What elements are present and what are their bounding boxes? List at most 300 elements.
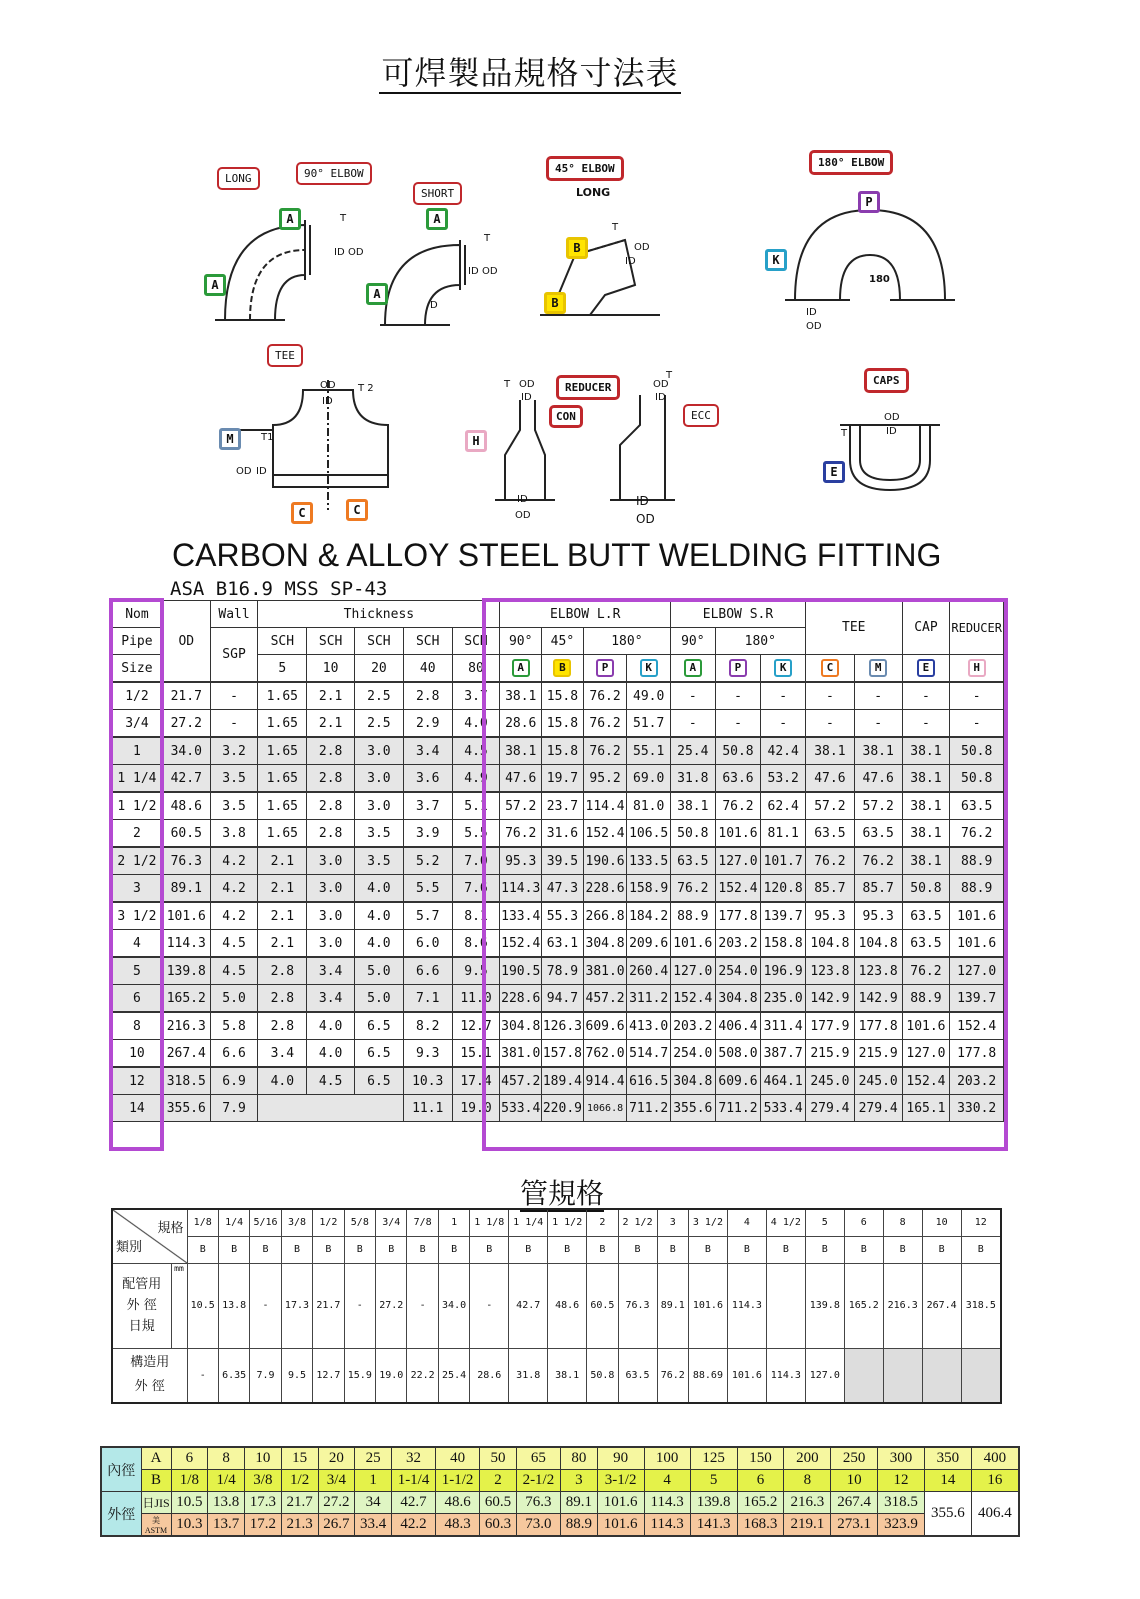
fitting-cell: 311.4 <box>761 1012 806 1040</box>
pipe-structural-od-cell <box>922 1348 961 1403</box>
fitting-cell: 81.1 <box>761 820 806 848</box>
fitting-cell: 63.5 <box>950 792 1004 820</box>
pipe-structural-od-cell: 7.9 <box>250 1348 281 1403</box>
fitting-cell: 2.8 <box>307 765 355 793</box>
tag-e-cap: E <box>823 461 845 483</box>
tag-cell-p-sr <box>715 655 761 683</box>
fitting-cell: 3 1/2 <box>112 902 163 930</box>
astm-od-cell: 26.7 <box>318 1514 355 1537</box>
fitting-cell: 190.5 <box>500 957 542 985</box>
pipe-unit-cell: B <box>688 1236 727 1263</box>
size-b-cell: 8 <box>784 1470 831 1492</box>
dim-id-180: ID <box>806 307 817 318</box>
pipe-size-cell: 4 1/2 <box>766 1209 805 1236</box>
fitting-cell: 38.1 <box>500 682 542 710</box>
fitting-cell: 19.0 <box>452 1095 500 1122</box>
astm-od-cell: 10.3 <box>171 1514 208 1537</box>
fitting-cell: 127.0 <box>902 1040 950 1068</box>
fitting-cell: 5.1 <box>452 792 500 820</box>
fitting-cell: 4.0 <box>307 1040 355 1068</box>
fitting-cell: 106.5 <box>627 820 671 848</box>
label-45-long: LONG <box>576 186 611 199</box>
pipe-jis-od-cell: 114.3 <box>727 1263 766 1348</box>
fitting-cell: 42.7 <box>162 765 210 793</box>
pipe-row1-label-c: 日規 <box>128 1319 155 1334</box>
fitting-cell: 220.9 <box>542 1095 584 1122</box>
fitting-cell: 4.2 <box>210 902 258 930</box>
fitting-cell: - <box>670 710 715 738</box>
header-tee: TEE <box>805 601 902 655</box>
pipe-size-cell: 7/8 <box>407 1209 438 1236</box>
fitting-cell: 28.6 <box>500 710 542 738</box>
pipe-structural-od-cell: 127.0 <box>805 1348 844 1403</box>
fitting-cell: 69.0 <box>627 765 671 793</box>
header-sch-80-b: 80 <box>452 655 500 683</box>
fitting-cell: - <box>854 710 902 738</box>
size-a-cell: 150 <box>737 1447 784 1470</box>
astm-od-cell: 17.2 <box>245 1514 282 1537</box>
fitting-cell: 311.2 <box>627 985 671 1013</box>
fitting-cell: 63.1 <box>542 930 584 958</box>
fitting-cell: 2 1/2 <box>112 847 163 875</box>
fitting-cell: 47.6 <box>500 765 542 793</box>
fitting-cell: 1.65 <box>258 710 307 738</box>
fitting-cell: 10.3 <box>403 1067 452 1095</box>
fitting-cell: 3.4 <box>307 957 355 985</box>
pipe-size-cell: 8 <box>883 1209 922 1236</box>
pipe-unit-cell: B <box>281 1236 312 1263</box>
pipe-spec-title <box>520 1172 604 1212</box>
row-b-label: B <box>141 1470 171 1492</box>
fitting-cell: - <box>854 682 902 710</box>
dim-d-short: D <box>430 300 438 311</box>
size-b-cell: 1 <box>355 1470 392 1492</box>
tee-drawing <box>228 380 398 515</box>
fitting-cell: - <box>950 682 1004 710</box>
fitting-row <box>112 1067 1004 1095</box>
size-a-cell: 350 <box>924 1447 971 1470</box>
pipe-size-cell: 1/2 <box>313 1209 344 1236</box>
fitting-cell: 76.2 <box>805 847 854 875</box>
header-sch-5-b: 5 <box>258 655 307 683</box>
pipe-size-cell: 3 <box>657 1209 688 1236</box>
fitting-cell: - <box>210 710 258 738</box>
fitting-cell: 3.0 <box>355 737 404 765</box>
fitting-cell: 1.65 <box>258 737 307 765</box>
label-caps: CAPS <box>864 368 909 393</box>
jis-od-cell: 13.8 <box>208 1492 245 1514</box>
fitting-cell: 8.1 <box>452 902 500 930</box>
jis-od-cell: 27.2 <box>318 1492 355 1514</box>
fitting-cell: 104.8 <box>854 930 902 958</box>
fitting-cell: 5 <box>112 957 163 985</box>
fitting-cell: 12 <box>112 1067 163 1095</box>
fitting-cell: 6.0 <box>403 930 452 958</box>
fitting-cell: 101.6 <box>902 1012 950 1040</box>
page-title-text: 可焊製品規格寸法表 <box>381 54 679 92</box>
fitting-table-body <box>112 682 1004 1122</box>
pipe-structural-od-cell: 101.6 <box>727 1348 766 1403</box>
dim-t-short: T <box>484 233 491 244</box>
tag-cell-k-sr <box>761 655 806 683</box>
fitting-cell: 39.5 <box>542 847 584 875</box>
tag-cell-k-lr <box>627 655 671 683</box>
fitting-cell: 1 1/4 <box>112 765 163 793</box>
size-a-cell: 50 <box>480 1447 517 1470</box>
fitting-cell: 4 <box>112 930 163 958</box>
fitting-cell: 2.8 <box>403 682 452 710</box>
fitting-cell: 1 <box>112 737 163 765</box>
pipe-corner-top: 規格 <box>157 1221 184 1237</box>
dim-id-short: ID <box>468 266 479 277</box>
jis-od-cell: 165.2 <box>737 1492 784 1514</box>
fitting-cell: 6.6 <box>403 957 452 985</box>
label-long: LONG <box>217 167 260 190</box>
fitting-cell: 78.9 <box>542 957 584 985</box>
size-a-cell: 40 <box>436 1447 480 1470</box>
fitting-cell: 101.7 <box>761 847 806 875</box>
label-ecc: ECC <box>683 404 719 427</box>
fitting-cell: 95.2 <box>583 765 627 793</box>
fitting-row <box>112 1012 1004 1040</box>
dim-od-reducer-bottom: OD <box>515 510 531 521</box>
dim-od-45: OD <box>634 242 650 253</box>
fitting-cell: 245.0 <box>805 1067 854 1095</box>
fitting-cell: 31.6 <box>542 820 584 848</box>
pipe-jis-od-cell <box>766 1263 805 1348</box>
fitting-cell: 10 <box>112 1040 163 1068</box>
fitting-cell: 4.0 <box>452 710 500 738</box>
fitting-cell: 57.2 <box>500 792 542 820</box>
fitting-cell: 209.6 <box>627 930 671 958</box>
jis-od-cell: 48.6 <box>436 1492 480 1514</box>
dim-t-reducer-ecc: T <box>666 370 673 381</box>
fitting-row <box>112 710 1004 738</box>
dim-od-180: OD <box>806 321 822 332</box>
fitting-cell: 2.5 <box>355 682 404 710</box>
fitting-cell: 139.7 <box>761 902 806 930</box>
fitting-cell: 3.7 <box>452 682 500 710</box>
fitting-cell: 127.0 <box>715 847 761 875</box>
header-reducer: REDUCER <box>950 601 1004 655</box>
jis-od-cell: 89.1 <box>560 1492 597 1514</box>
dim-id-tee: ID <box>322 396 333 407</box>
fitting-cell: 76.2 <box>854 847 902 875</box>
fitting-cell: 38.1 <box>854 737 902 765</box>
pipe-row2-label-b: 外 徑 <box>134 1379 165 1395</box>
fitting-cell: 1.65 <box>258 682 307 710</box>
fitting-cell: 355.6 <box>670 1095 715 1122</box>
fitting-cell: 127.0 <box>670 957 715 985</box>
fitting-cell: 189.4 <box>542 1067 584 1095</box>
pipe-unit-cell: B <box>922 1236 961 1263</box>
pipe-jis-od-cell: 34.0 <box>438 1263 469 1348</box>
fitting-cell: 76.2 <box>715 792 761 820</box>
pipe-unit-cell: B <box>657 1236 688 1263</box>
pipe-size-cell: 3/8 <box>281 1209 312 1236</box>
fitting-cell: 158.9 <box>627 875 671 903</box>
pipe-jis-od-cell: - <box>470 1263 509 1348</box>
jis-od-cell: 60.5 <box>480 1492 517 1514</box>
fitting-cell: 63.5 <box>670 847 715 875</box>
header-sch-10-a: SCH <box>307 628 355 655</box>
fitting-cell: 76.2 <box>670 875 715 903</box>
pipe-corner-bottom: 類別 <box>116 1240 143 1256</box>
fitting-cell: 267.4 <box>162 1040 210 1068</box>
tag-cell-e-cap <box>902 655 950 683</box>
size-a-cell: 65 <box>516 1447 560 1470</box>
pipe-jis-od-cell: 89.1 <box>657 1263 688 1348</box>
size-b-cell: 2-1/2 <box>516 1470 560 1492</box>
fitting-cell: 245.0 <box>854 1067 902 1095</box>
header-sch-10-b: 10 <box>307 655 355 683</box>
pipe-unit-cell: B <box>218 1236 249 1263</box>
fitting-cell: 6.6 <box>210 1040 258 1068</box>
fitting-cell: 215.9 <box>854 1040 902 1068</box>
fitting-cell: 57.2 <box>854 792 902 820</box>
pipe-structural-od-cell: 76.2 <box>657 1348 688 1403</box>
fitting-cell: 5.0 <box>355 985 404 1013</box>
fitting-cell: 279.4 <box>805 1095 854 1122</box>
fitting-cell: 6.9 <box>210 1067 258 1095</box>
pipe-unit-cell: B <box>407 1236 438 1263</box>
fitting-cell: 51.7 <box>627 710 671 738</box>
fitting-cell: 228.6 <box>500 985 542 1013</box>
fitting-cell: 95.3 <box>854 902 902 930</box>
fitting-cell: - <box>670 682 715 710</box>
fitting-cell: 616.5 <box>627 1067 671 1095</box>
fitting-cell: 7.6 <box>452 875 500 903</box>
pipe-size-cell: 12 <box>961 1209 1001 1236</box>
tag-p-icon: P <box>729 659 747 677</box>
fitting-cell: 4.0 <box>307 1012 355 1040</box>
fitting-cell: 6.5 <box>355 1067 404 1095</box>
pipe-corner-cell <box>112 1209 187 1263</box>
fitting-cell: 3.2 <box>210 737 258 765</box>
fitting-cell: 3.4 <box>307 985 355 1013</box>
pipe-jis-od-cell: - <box>407 1263 438 1348</box>
fitting-cell: 413.0 <box>627 1012 671 1040</box>
tag-cell-a-lr <box>500 655 542 683</box>
pipe-jis-od-cell: 60.5 <box>587 1263 618 1348</box>
pipe-row2-label-a: 構造用 <box>130 1355 170 1371</box>
fitting-cell: 514.7 <box>627 1040 671 1068</box>
fitting-cell: 12.7 <box>452 1012 500 1040</box>
fitting-cell: 4.0 <box>258 1067 307 1095</box>
fitting-cell: 279.4 <box>854 1095 902 1122</box>
jis-astm-table <box>100 1446 1020 1537</box>
fitting-cell: 101.6 <box>670 930 715 958</box>
size-a-cell: 25 <box>355 1447 392 1470</box>
fitting-cell: 4.0 <box>355 902 404 930</box>
tag-c-tee-left: C <box>291 502 313 524</box>
row-jis-label: 日JIS <box>141 1492 171 1514</box>
label-tee: TEE <box>267 344 303 367</box>
fitting-cell: 508.0 <box>715 1040 761 1068</box>
jis-od-cell: 101.6 <box>597 1492 644 1514</box>
fitting-cell: 88.9 <box>950 875 1004 903</box>
fitting-cell: 266.8 <box>583 902 627 930</box>
pipe-size-cell: 4 <box>727 1209 766 1236</box>
header-sgp: SGP <box>210 628 258 683</box>
fitting-cell: 6.5 <box>355 1012 404 1040</box>
fitting-cell: 63.5 <box>902 902 950 930</box>
section-subtitle: CARBON & ALLOY STEEL BUTT WELDING FITTING <box>172 537 942 573</box>
fitting-cell: 88.9 <box>950 847 1004 875</box>
fitting-cell: 114.4 <box>583 792 627 820</box>
tag-b-45-top: B <box>566 237 588 259</box>
fitting-row <box>112 957 1004 985</box>
fitting-cell: 126.3 <box>542 1012 584 1040</box>
fitting-cell: 3.9 <box>403 820 452 848</box>
fitting-row <box>112 930 1004 958</box>
fitting-cell: 38.1 <box>500 737 542 765</box>
fitting-cell: 165.1 <box>902 1095 950 1122</box>
fitting-cell: 203.2 <box>715 930 761 958</box>
fitting-cell: 3.0 <box>355 765 404 793</box>
fitting-cell: 1066.8 <box>583 1095 627 1122</box>
merged-od-cell: 406.4 <box>971 1492 1019 1537</box>
size-a-cell: 20 <box>318 1447 355 1470</box>
fitting-cell: 34.0 <box>162 737 210 765</box>
fitting-cell: 50.8 <box>715 737 761 765</box>
fitting-cell: 216.3 <box>162 1012 210 1040</box>
fitting-row <box>112 792 1004 820</box>
fitting-cell: 15.1 <box>452 1040 500 1068</box>
size-b-cell: 3/4 <box>318 1470 355 1492</box>
fitting-cell: 4.2 <box>210 875 258 903</box>
header-sr-90: 90° <box>670 628 715 655</box>
fitting-cell: 355.6 <box>162 1095 210 1122</box>
fitting-cell: 15.8 <box>542 710 584 738</box>
fitting-cell: 711.2 <box>627 1095 671 1122</box>
pipe-unit-cell: B <box>187 1236 218 1263</box>
header-sch-80-a: SCH <box>452 628 500 655</box>
fitting-cell: 3.0 <box>307 875 355 903</box>
fitting-cell: 1 1/2 <box>112 792 163 820</box>
tag-k-180: K <box>765 249 787 271</box>
pipe-unit-cell: B <box>805 1236 844 1263</box>
fitting-cell: 158.8 <box>761 930 806 958</box>
tag-c-tee-right: C <box>346 499 368 521</box>
fitting-cell: 3.5 <box>355 847 404 875</box>
pipe-jis-od-cell: 13.8 <box>218 1263 249 1348</box>
elbow-90-long-drawing <box>195 200 355 330</box>
fitting-cell: 38.1 <box>670 792 715 820</box>
dim-od-long: OD <box>348 247 364 258</box>
fitting-cell: 4.5 <box>210 930 258 958</box>
fitting-cell: 57.2 <box>805 792 854 820</box>
fitting-cell: 609.6 <box>583 1012 627 1040</box>
pipe-spec-table <box>111 1208 1002 1404</box>
fitting-cell: 139.7 <box>950 985 1004 1013</box>
fitting-cell: 609.6 <box>715 1067 761 1095</box>
tag-cell-a-sr <box>670 655 715 683</box>
dim-t-long: T <box>340 213 347 224</box>
jis-od-cell: 76.3 <box>516 1492 560 1514</box>
fitting-cell: 1/2 <box>112 682 163 710</box>
tag-a-short-side: A <box>366 283 388 305</box>
fitting-cell: 177.9 <box>805 1012 854 1040</box>
fitting-cell: 318.5 <box>162 1067 210 1095</box>
size-a-cell: 90 <box>597 1447 644 1470</box>
fitting-cell: 2.8 <box>258 957 307 985</box>
fitting-cell: 53.2 <box>761 765 806 793</box>
fitting-cell: 85.7 <box>854 875 902 903</box>
pipe-size-cell: 1/4 <box>218 1209 249 1236</box>
pipe-jis-od-cell: 216.3 <box>883 1263 922 1348</box>
fitting-cell: 254.0 <box>715 957 761 985</box>
fitting-cell: 21.7 <box>162 682 210 710</box>
fitting-cell: 38.1 <box>902 765 950 793</box>
pipe-size-cell: 10 <box>922 1209 961 1236</box>
label-reducer: REDUCER <box>556 375 620 400</box>
fitting-cell: 63.5 <box>902 930 950 958</box>
fitting-cell: 2.1 <box>258 847 307 875</box>
header-sr-180: 180° <box>715 628 805 655</box>
pipe-structural-od-cell: 6.35 <box>218 1348 249 1403</box>
astm-od-cell: 48.3 <box>436 1514 480 1537</box>
header-thickness: Thickness <box>258 601 500 628</box>
fitting-cell: 762.0 <box>583 1040 627 1068</box>
fitting-cell: 3/4 <box>112 710 163 738</box>
size-a-cell: 8 <box>208 1447 245 1470</box>
fitting-cell: 196.9 <box>761 957 806 985</box>
tag-cell-b-lr <box>542 655 584 683</box>
pipe-structural-od-cell: 9.5 <box>281 1348 312 1403</box>
pipe-jis-od-cell: 17.3 <box>281 1263 312 1348</box>
pipe-structural-od-cell: 25.4 <box>438 1348 469 1403</box>
astm-od-cell: 21.3 <box>281 1514 318 1537</box>
fitting-cell: 3.4 <box>403 737 452 765</box>
tag-cell-p-lr <box>583 655 627 683</box>
fitting-cell: 14 <box>112 1095 163 1122</box>
fitting-cell: 50.8 <box>950 737 1004 765</box>
fitting-row <box>112 737 1004 765</box>
size-b-cell: 14 <box>924 1470 971 1492</box>
fitting-cell: 177.8 <box>715 902 761 930</box>
size-a-cell: 250 <box>831 1447 878 1470</box>
fitting-cell: 4.5 <box>307 1067 355 1095</box>
fitting-cell: 3.0 <box>307 930 355 958</box>
fitting-cell: 190.6 <box>583 847 627 875</box>
tag-cell-c-tee <box>805 655 854 683</box>
fitting-cell: - <box>902 710 950 738</box>
fitting-cell: 711.2 <box>715 1095 761 1122</box>
fitting-row <box>112 765 1004 793</box>
pipe-row1-label-b: 外 徑 <box>126 1298 157 1313</box>
tag-a-icon: A <box>512 659 530 677</box>
fitting-cell: 457.2 <box>500 1067 542 1095</box>
fitting-cell: 60.5 <box>162 820 210 848</box>
standard-line: ASA B16.9 MSS SP-43 <box>170 578 388 600</box>
fitting-cell: 15.8 <box>542 737 584 765</box>
fitting-cell: - <box>761 682 806 710</box>
jis-od-cell: 34 <box>355 1492 392 1514</box>
inner-diameter-label: 內徑 <box>101 1447 141 1492</box>
astm-od-cell: 141.3 <box>690 1514 737 1537</box>
header-elbow-sr: ELBOW S.R <box>670 601 805 628</box>
tag-e-icon: E <box>917 659 935 677</box>
dim-od-reducer-con: OD <box>519 379 535 390</box>
header-wall: Wall <box>210 601 258 628</box>
fitting-cell: 152.4 <box>670 985 715 1013</box>
fitting-cell: 254.0 <box>670 1040 715 1068</box>
fitting-cell: 89.1 <box>162 875 210 903</box>
tag-a-long-side: A <box>204 274 226 296</box>
fitting-cell: 215.9 <box>805 1040 854 1068</box>
size-b-cell: 3 <box>560 1470 597 1492</box>
